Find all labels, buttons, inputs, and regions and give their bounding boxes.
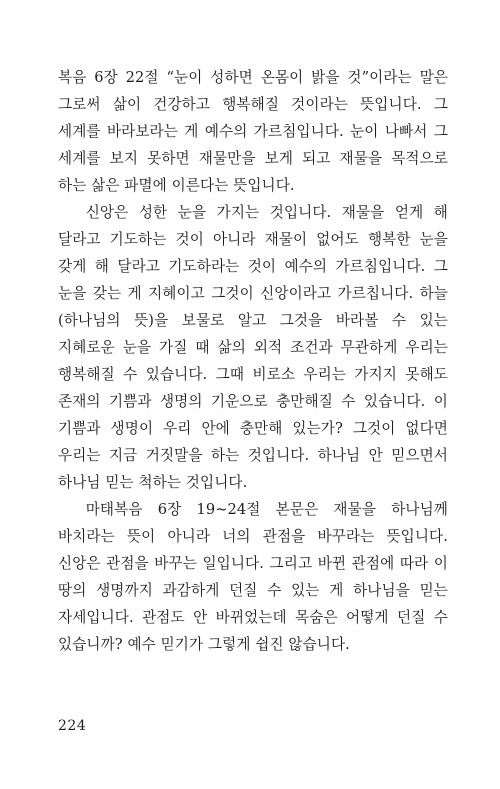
paragraph-2: 신앙은 성한 눈을 가지는 것입니다. 재물을 얻게 해 달라고 기도하는 것이 아니라 재물이 없어도 행복한 눈을 갖게 해 달라고 기도하라는 것이 예수의 가르침입니다. 그 눈을 갖는 게 지혜이고 그것이 신앙이라고 가르칩니다. 하늘(하나님의 뜻)을 보물로 알고 그것을 바라볼 수 있는 지혜로운 눈을 가질 때 삶의 외적 조건과 무관하게 우리는 행복해질 수 있습니다. 그때 비로소 우리는 가지지 못해도 존재의 기쁨과 생명의 기운으로 충만해질 수 있습니다. 이 기쁨과 생명이 우리 안에 충만해 있는가? 그것이 없다면 우리는 지금 거짓말을 하는 것입니다. 하나님 안 믿으면서 하나님 믿는 척하는 것입니다. bbox=[58, 204, 448, 491]
paragraph-1: 복음 6장 22절 “눈이 성하면 온몸이 밝을 것”이라는 말은 그로써 삶이 건강하고 행복해질 것이라는 뜻입니다. 그 세계를 바라보라는 게 예수의 가르침입니다. 눈이 나빠서 그 세계를 보지 못하면 재물만을 보게 되고 재물을 목적으로 하는 삶은 파멸에 이른다는 뜻입니다. bbox=[58, 69, 448, 194]
page-body bbox=[58, 64, 448, 658]
paragraph-3: 마태복음 6장 19~24절 본문은 재물을 하나님께 바치라는 뜻이 아니라 너의 관점을 바꾸라는 뜻입니다. 신앙은 관점을 바꾸는 일입니다. 그리고 바뀐 관점에 따라 이 땅의 생명까지 과감하게 던질 수 있는 게 하나님을 믿는 자세입니다. 관점도 안 바뀌었는데 목숨은 어떻게 던질 수 있습니까? 예수 믿기가 그렇게 쉽진 않습니다. bbox=[58, 501, 448, 653]
page-number: 224 bbox=[58, 718, 87, 734]
